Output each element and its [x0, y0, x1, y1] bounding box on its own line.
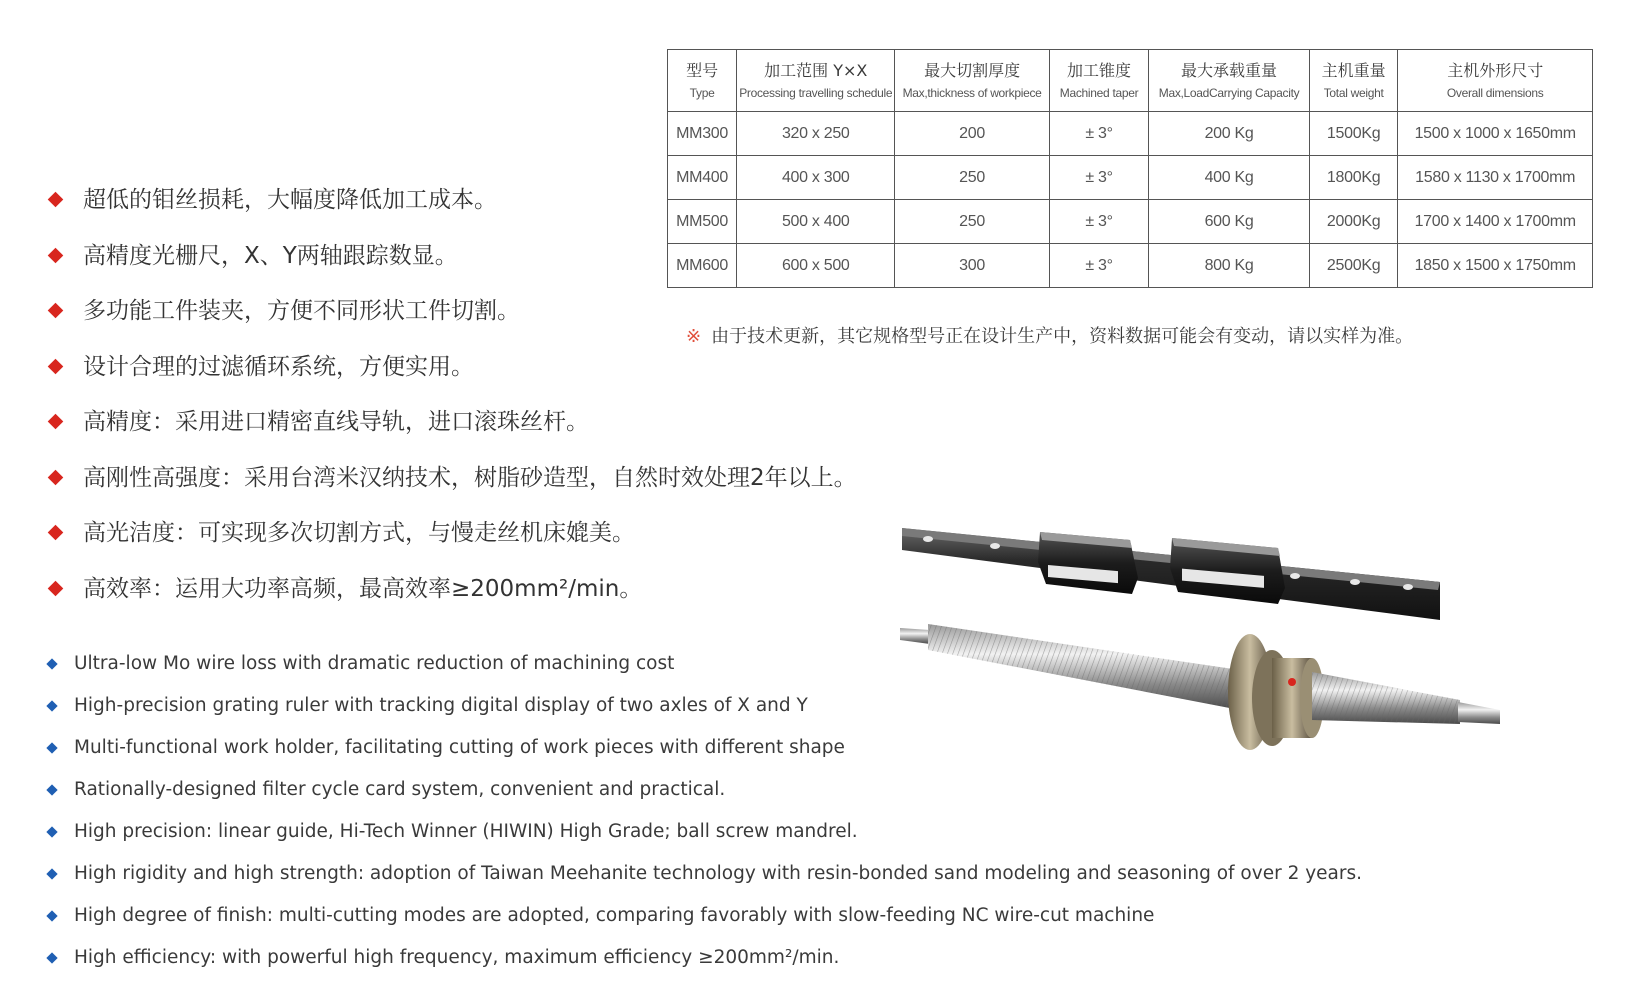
- table-cell: MM300: [668, 112, 737, 156]
- table-cell: 250: [895, 156, 1050, 200]
- table-cell: 2000Kg: [1309, 200, 1398, 244]
- list-item: Rationally-designed filter cycle card system, convenient and practical.: [44, 776, 1362, 818]
- list-item: High degree of finish: multi-cutting modes are adopted, comparing favorably with slow-feeding NC wire-cut machine: [44, 902, 1362, 944]
- linear-guide-rail-icon: [902, 528, 1440, 620]
- table-cell: 600 x 500: [737, 244, 895, 288]
- table-cell: 250: [895, 200, 1050, 244]
- header-total-weight: 主机重量 Total weight: [1309, 50, 1398, 112]
- table-cell: 600 Kg: [1149, 200, 1310, 244]
- table-cell: 2500Kg: [1309, 244, 1398, 288]
- red-diamond-bullet-icon: [48, 414, 64, 430]
- note-text: 由于技术更新，其它规格型号正在设计生产中，资料数据可能会有变动，请以实样为准。: [711, 326, 1414, 347]
- blue-diamond-bullet-icon: [46, 658, 57, 669]
- blue-diamond-bullet-icon: [46, 868, 57, 879]
- list-item: 高精度：采用进口精密直线导轨，进口滚珠丝杆。: [44, 404, 857, 460]
- list-item: 设计合理的过滤循环系统，方便实用。: [44, 349, 857, 405]
- reference-mark-icon: ※: [686, 326, 702, 347]
- list-item: High efficiency: with powerful high frequency, maximum efficiency ≥200mm²/min.: [44, 944, 1362, 986]
- table-cell: 1800Kg: [1309, 156, 1398, 200]
- red-diamond-bullet-icon: [48, 358, 64, 374]
- table-row: [668, 112, 1593, 156]
- blue-diamond-bullet-icon: [46, 910, 57, 921]
- blue-diamond-bullet-icon: [46, 952, 57, 963]
- table-cell: 1700 x 1400 x 1700mm: [1398, 200, 1593, 244]
- blue-diamond-bullet-icon: [46, 826, 57, 837]
- table-cell: 1500 x 1000 x 1650mm: [1398, 112, 1593, 156]
- table-cell: 800 Kg: [1149, 244, 1310, 288]
- table-cell: ± 3°: [1049, 244, 1148, 288]
- blue-diamond-bullet-icon: [46, 742, 57, 753]
- list-item: High precision: linear guide, Hi-Tech Winner (HIWIN) High Grade; ball screw mandrel.: [44, 818, 1362, 860]
- table-cell: 400 x 300: [737, 156, 895, 200]
- table-cell: 200: [895, 112, 1050, 156]
- table-cell: 1850 x 1500 x 1750mm: [1398, 244, 1593, 288]
- red-diamond-bullet-icon: [48, 303, 64, 319]
- list-item: 多功能工件装夹，方便不同形状工件切割。: [44, 293, 857, 349]
- red-diamond-bullet-icon: [48, 192, 64, 208]
- table-cell: ± 3°: [1049, 112, 1148, 156]
- feature-list-zh: [44, 182, 857, 626]
- table-cell: MM500: [668, 200, 737, 244]
- table-cell: 1500Kg: [1309, 112, 1398, 156]
- red-diamond-bullet-icon: [48, 247, 64, 263]
- table-cell: 320 x 250: [737, 112, 895, 156]
- table-header-row: [668, 50, 1593, 112]
- list-item: 高光洁度：可实现多次切割方式，与慢走丝机床媲美。: [44, 515, 857, 571]
- table-cell: 400 Kg: [1149, 156, 1310, 200]
- table-cell: 500 x 400: [737, 200, 895, 244]
- header-max-thickness: 最大切割厚度 Max,thickness of workpiece: [895, 50, 1050, 112]
- header-dimensions: 主机外形尺寸 Overall dimensions: [1398, 50, 1593, 112]
- red-diamond-bullet-icon: [48, 525, 64, 541]
- table-cell: 1580 x 1130 x 1700mm: [1398, 156, 1593, 200]
- header-load-capacity: 最大承载重量 Max,LoadCarrying Capacity: [1149, 50, 1310, 112]
- header-type: 型号 Type: [668, 50, 737, 112]
- header-taper: 加工锥度 Machined taper: [1049, 50, 1148, 112]
- ball-screw-icon: [900, 624, 1500, 750]
- list-item: 超低的钼丝损耗，大幅度降低加工成本。: [44, 182, 857, 238]
- table-cell: 300: [895, 244, 1050, 288]
- table-cell: ± 3°: [1049, 156, 1148, 200]
- blue-diamond-bullet-icon: [46, 784, 57, 795]
- list-item: 高效率：运用大功率高频，最高效率≥200mm²/min。: [44, 571, 857, 627]
- header-processing-range: 加工范围 Y×X Processing travelling schedule: [737, 50, 895, 112]
- table-cell: ± 3°: [1049, 200, 1148, 244]
- table-cell: 200 Kg: [1149, 112, 1310, 156]
- red-diamond-bullet-icon: [48, 580, 64, 596]
- table-cell: MM400: [668, 156, 737, 200]
- list-item: Multi-functional work holder, facilitating cutting of work pieces with different shape: [44, 734, 1362, 776]
- product-illustration: [900, 520, 1520, 770]
- blue-diamond-bullet-icon: [46, 700, 57, 711]
- list-item: Ultra-low Mo wire loss with dramatic reduction of machining cost: [44, 650, 1362, 692]
- list-item: High rigidity and high strength: adoption of Taiwan Meehanite technology with resin-bonded sand modeling and seasoning of over 2 years.: [44, 860, 1362, 902]
- table-cell: MM600: [668, 244, 737, 288]
- list-item: High-precision grating ruler with tracking digital display of two axles of X and Y: [44, 692, 1362, 734]
- list-item: 高精度光栅尺，X、Y两轴跟踪数显。: [44, 238, 857, 294]
- list-item: 高刚性高强度：采用台湾米汉纳技术，树脂砂造型，自然时效处理2年以上。: [44, 460, 857, 516]
- red-diamond-bullet-icon: [48, 469, 64, 485]
